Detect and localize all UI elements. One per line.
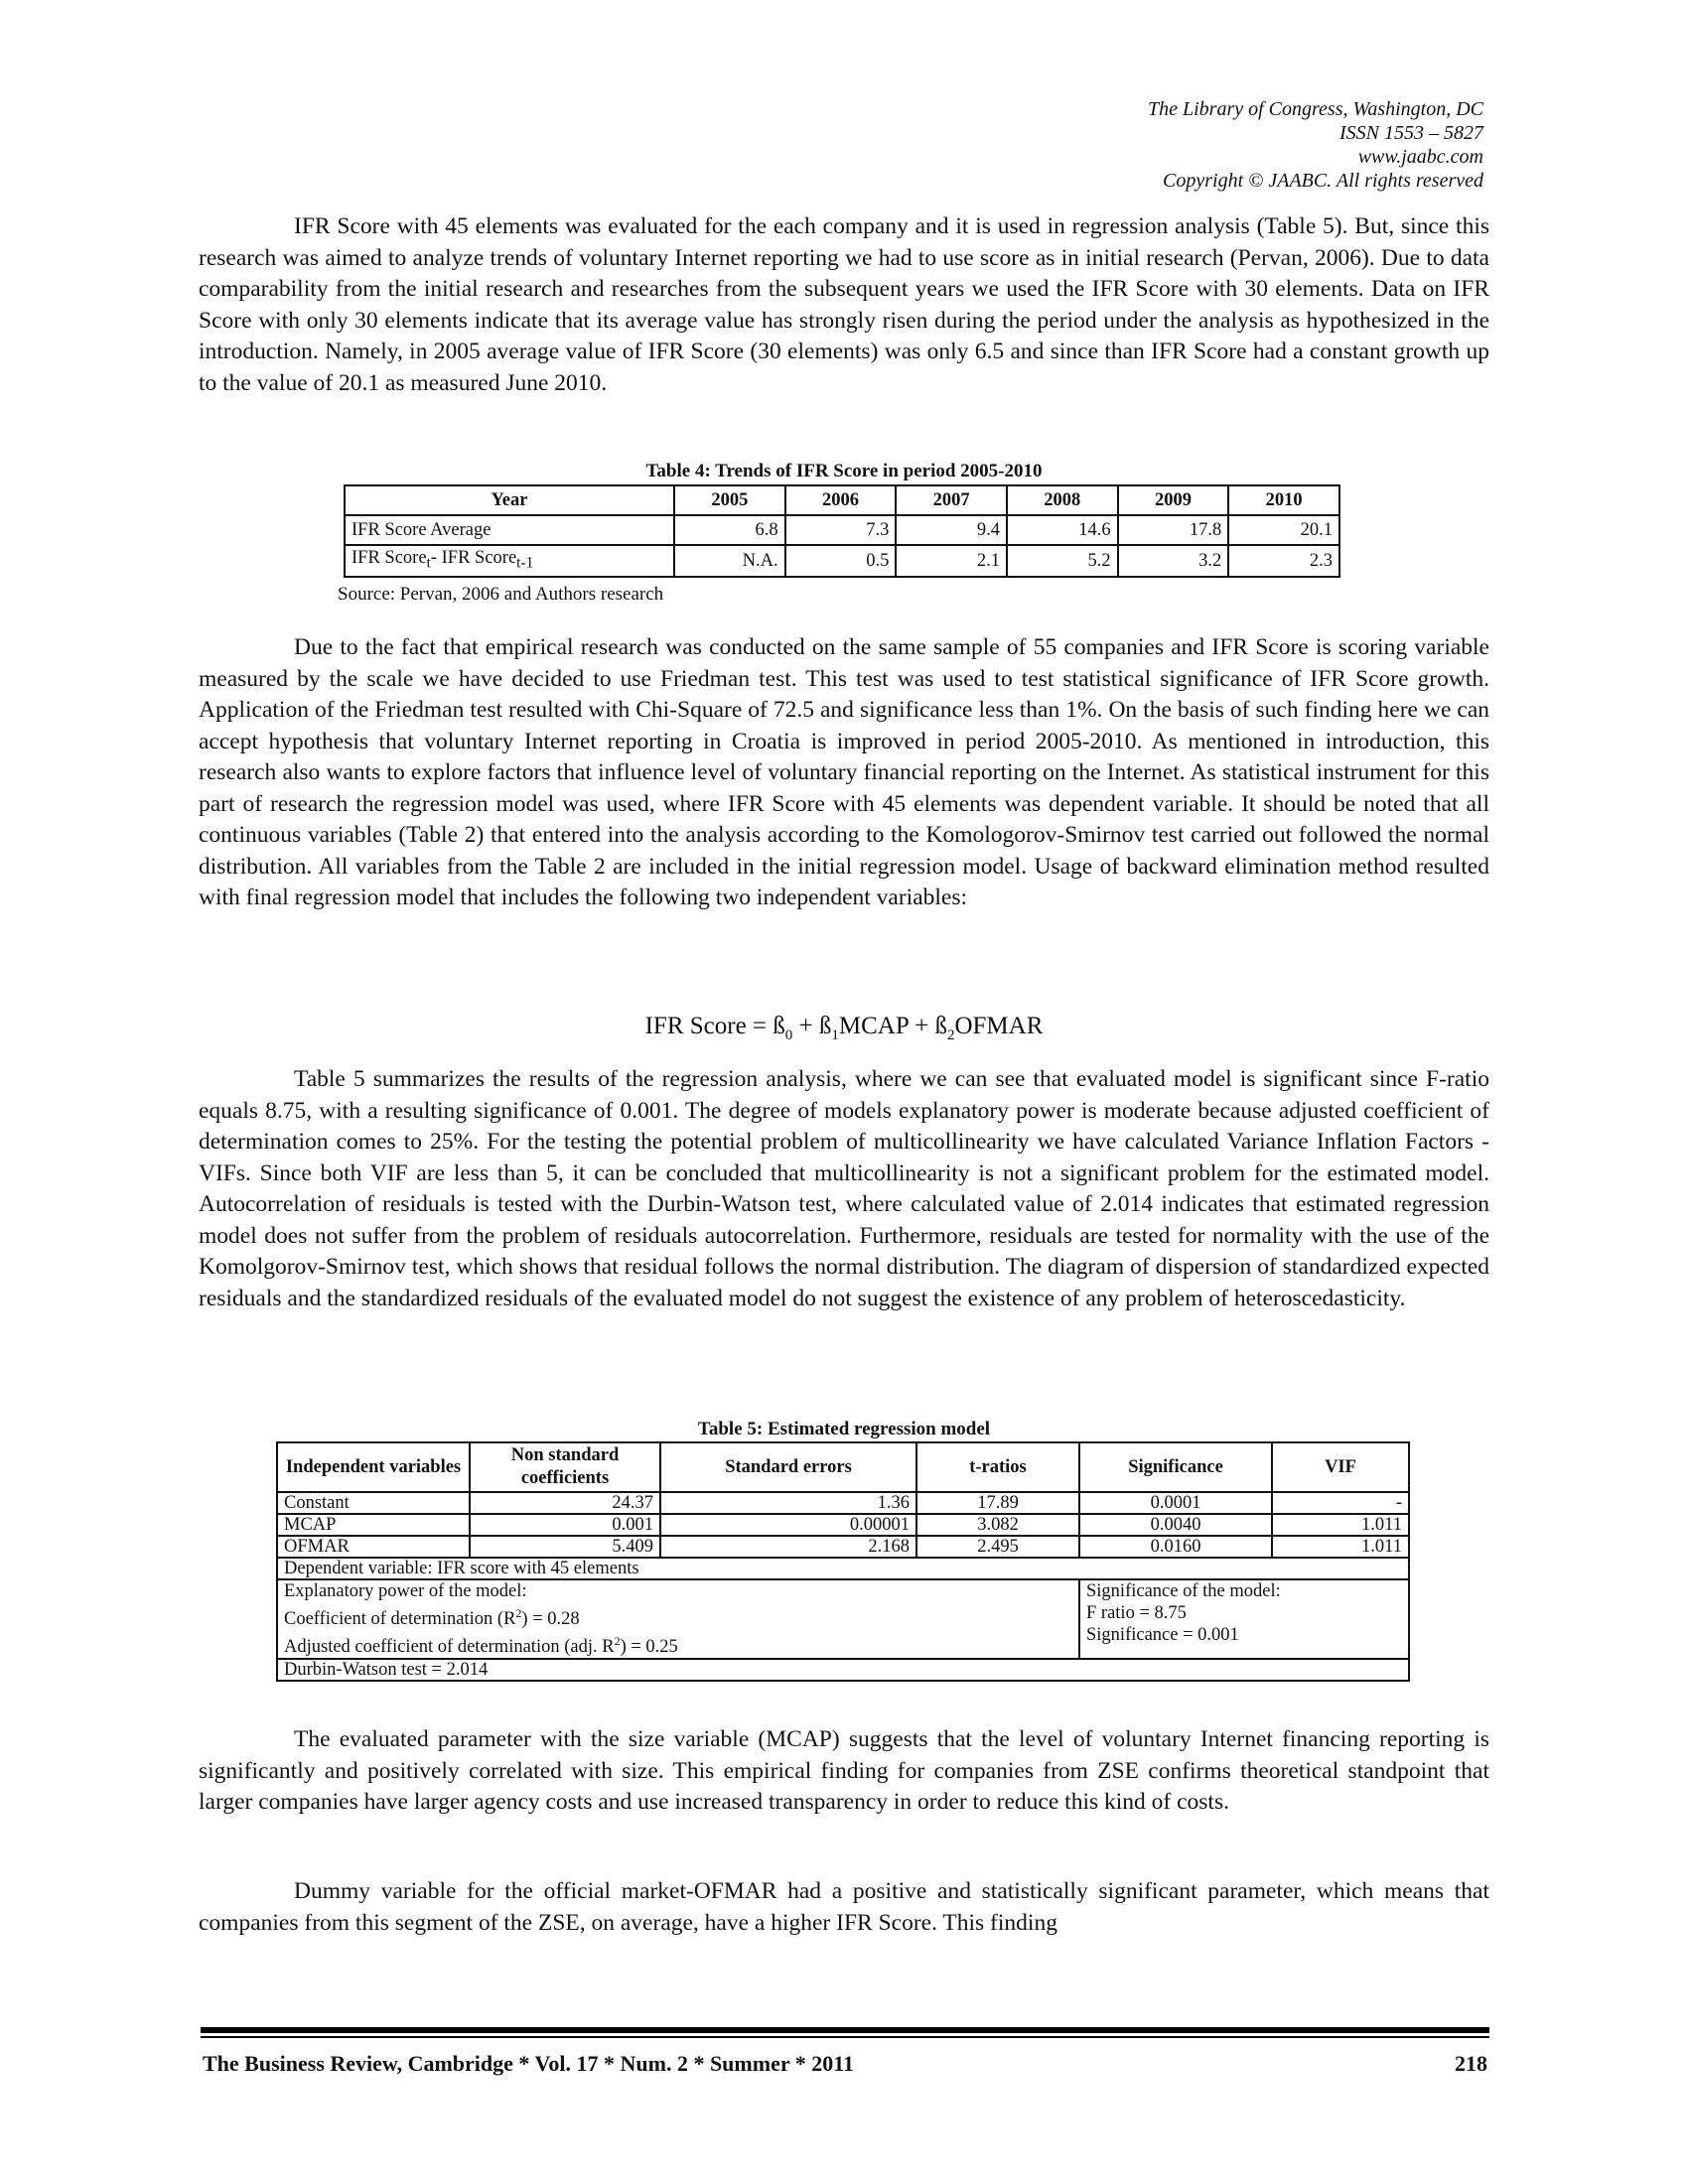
cell-subscript: t-1 (516, 554, 534, 572)
table-cell: 20.1 (1228, 515, 1339, 545)
table-cell: 3.2 (1118, 545, 1229, 577)
page-number: 218 (1455, 2051, 1487, 2076)
table-5 (276, 1441, 1410, 1682)
cell-text: ) = 0.28 (521, 1609, 580, 1630)
header-line-4: Copyright © JAABC. All rights reserved (1163, 170, 1483, 192)
table-cell: MCAP (277, 1514, 470, 1536)
table-cell: 9.4 (896, 515, 1007, 545)
paragraph-5-text: Dummy variable for the official market-OFMAR had a positive and statistically significant parameter, which means that companies from this segment of the ZSE, on average, have a higher IFR Score. This finding (199, 1878, 1489, 1936)
cell-text: Coefficient of determination (R (284, 1609, 516, 1630)
table-cell: 2.495 (916, 1536, 1079, 1558)
paragraph-2 (199, 632, 1489, 914)
adj-r2-line (284, 1630, 1072, 1658)
header-line-3: www.jaabc.com (1357, 146, 1483, 168)
running-footer (203, 2051, 1487, 2077)
table-cell: Significance (1079, 1442, 1272, 1492)
running-header (1148, 97, 1483, 193)
formula-subscript: 2 (946, 1027, 955, 1043)
table-cell: 5.2 (1007, 545, 1118, 577)
regression-formula (0, 1013, 1688, 1044)
table-cell: 2005 (674, 485, 785, 515)
dependent-variable-cell: Dependent variable: IFR score with 45 elements (277, 1558, 1409, 1579)
footer-rule-thick (201, 2027, 1489, 2033)
table-cell: Standard errors (660, 1442, 916, 1492)
table-row (345, 485, 1339, 515)
table-cell: 2009 (1118, 485, 1229, 515)
table-cell: 1.011 (1272, 1514, 1409, 1536)
table-cell: 6.8 (674, 515, 785, 545)
table-row (277, 1558, 1409, 1579)
footer-rule-thin (201, 2036, 1489, 2038)
table-cell: IFR Score Average (345, 515, 674, 545)
table-cell: VIF (1272, 1442, 1409, 1492)
table-row (277, 1536, 1409, 1558)
table-cell: Non standard coefficients (470, 1442, 660, 1492)
table-row (277, 1659, 1409, 1681)
formula-text: MCAP + ß (838, 1013, 947, 1039)
significance-line: Significance = 0.001 (1086, 1625, 1239, 1645)
table-cell: OFMAR (277, 1536, 470, 1558)
paragraph-4-text: The evaluated parameter with the size variable (MCAP) suggests that the level of voluntary Internet financing reporting is significantly and positively correlated with size. This empirical finding for companies from ZSE confirms theoretical standpoint that larger companies have larger agency costs and use increased transparency in order to reduce this kind of costs. (199, 1726, 1489, 1815)
cell-subscript: t (426, 554, 431, 572)
paragraph-3-text: Table 5 summarizes the results of the regression analysis, where we can see that evaluated model is significant since F-ratio equals 8.75, with a resulting significance of 0.001. The degree of models explanatory power is moderate because adjusted coefficient of determination comes to 25%. For the testing the potential problem of multicollinearity we have calculated Variance Inflation Factors - VIFs. Since both VIF are less than 5, it can be concluded that multicollinearity is not a significant problem for the estimated model. Autocorrelation of residuals is tested with the Durbin-Watson test, where calculated value of 2.014 indicates that estimated regression model does not suffer from the problem of residuals autocorrelation. Furthermore, residuals are tested for normality with the use of the Komolgorov-Smirnov test, which shows that residual follows the normal distribution. The diagram of dispersion of standardized expected residuals and the standardized residuals of the evaluated model do not suggest the existence of any problem of heteroscedasticity. (199, 1066, 1489, 1311)
cell-text: Adjusted coefficient of determination (adj. R (284, 1637, 615, 1658)
table-cell: - (1272, 1492, 1409, 1514)
paragraph-3 (199, 1064, 1489, 1314)
table-cell: 2.1 (896, 545, 1007, 577)
table-cell: 0.001 (470, 1514, 660, 1536)
table-cell: 2007 (896, 485, 1007, 515)
cell-text: IFR Score (352, 548, 427, 568)
f-ratio-line: F ratio = 8.75 (1086, 1603, 1187, 1623)
paragraph-2-text: Due to the fact that empirical research was conducted on the same sample of 55 companies and IFR Score is scoring variable measured by the scale we have decided to use Friedman test. This test was used to test statistical significance of IFR Score growth. Application of the Friedman test resulted with Chi-Square of 72.5 and significance less than 1%. On the basis of such finding here we can accept hypothesis that voluntary Internet reporting in Croatia is improved in period 2005-2010. As mentioned in introduction, this research also wants to explore factors that influence level of voluntary financial reporting on the Internet. As statistical instrument for this part of research the regression model was used, where IFR Score with 45 elements was dependent variable. It should be noted that all continuous variables (Table 2) that entered into the analysis according to the Komologorov-Smirnov test carried out followed the normal distribution. All variables from the Table 2 are included in the initial regression model. Usage of backward elimination method resulted with final regression model that includes the following two independent variables: (199, 634, 1489, 910)
explanatory-power-cell (277, 1579, 1079, 1659)
table-cell: 5.409 (470, 1536, 660, 1558)
formula-text: + ß (792, 1013, 832, 1039)
table-cell: t-ratios (916, 1442, 1079, 1492)
explanatory-title: Explanatory power of the model: (284, 1581, 527, 1601)
table-5-caption: Table 5: Estimated regression model (697, 1419, 991, 1439)
table-cell: 17.8 (1118, 515, 1229, 545)
formula-text: OFMAR (954, 1013, 1044, 1039)
table-4-caption: Table 4: Trends of IFR Score in period 2005-2010 (645, 461, 1043, 481)
table-cell: 0.00001 (660, 1514, 916, 1536)
table-cell: 0.0160 (1079, 1536, 1272, 1558)
table-cell: 2010 (1228, 485, 1339, 515)
table-row (277, 1579, 1409, 1659)
table-cell: 17.89 (916, 1492, 1079, 1514)
table-cell: 0.5 (785, 545, 897, 577)
formula-subscript: 1 (831, 1027, 839, 1043)
table-cell: 0.0040 (1079, 1514, 1272, 1536)
cell-superscript: 2 (614, 1634, 621, 1649)
header-line-1: The Library of Congress, Washington, DC (1147, 98, 1483, 120)
significance-cell (1079, 1579, 1409, 1659)
table-row (277, 1492, 1409, 1514)
table-cell: N.A. (674, 545, 785, 577)
journal-citation: The Business Review, Cambridge * Vol. 17 * Num. 2 * Summer * 2011 (203, 2051, 854, 2076)
durbin-watson-cell: Durbin-Watson test = 2.014 (277, 1659, 1409, 1681)
table-cell: 2.168 (660, 1536, 916, 1558)
significance-title: Significance of the model: (1086, 1581, 1281, 1601)
table-cell (345, 545, 674, 577)
table-cell: 1.011 (1272, 1536, 1409, 1558)
table-cell: 2008 (1007, 485, 1118, 515)
table-4-source: Source: Pervan, 2006 and Authors research (338, 584, 664, 605)
table-cell: Independent variables (277, 1442, 470, 1492)
table-row (277, 1442, 1409, 1492)
paragraph-1 (199, 211, 1489, 399)
table-row (345, 545, 1339, 577)
paragraph-1-text: IFR Score with 45 elements was evaluated for the each company and it is used in regression analysis (Table 5). But, since this research was aimed to analyze trends of voluntary Internet reporting we had to use score as in initial research (Pervan, 2006). Due to data comparability from the initial research and researches from the subsequent years we used the IFR Score with 30 elements. Data on IFR Score with only 30 elements indicate that its average value has strongly risen during the period under the analysis as hypothesized in the introduction. Namely, in 2005 average value of IFR Score (30 elements) was only 6.5 and since than IFR Score had a constant growth up to the value of 20.1 as measured June 2010. (199, 213, 1489, 396)
table-cell: 0.0001 (1079, 1492, 1272, 1514)
table-cell: 1.36 (660, 1492, 916, 1514)
table-cell: Year (345, 485, 674, 515)
table-cell: 7.3 (785, 515, 897, 545)
table-cell: 2006 (785, 485, 897, 515)
cell-text: ) = 0.25 (620, 1637, 678, 1658)
cell-text: - IFR Score (430, 548, 517, 568)
table-4 (344, 484, 1340, 578)
table-cell: 2.3 (1228, 545, 1339, 577)
paragraph-5 (199, 1876, 1489, 1939)
table-row (345, 515, 1339, 545)
cell-superscript: 2 (515, 1606, 522, 1620)
table-cell: 3.082 (916, 1514, 1079, 1536)
r2-line (284, 1602, 1072, 1630)
paragraph-4 (199, 1724, 1489, 1819)
table-cell: 24.37 (470, 1492, 660, 1514)
formula-subscript: 0 (784, 1027, 793, 1043)
header-line-2: ISSN 1553 – 5827 (1339, 122, 1483, 144)
formula-text: IFR Score = ß (644, 1013, 785, 1039)
table-cell: 14.6 (1007, 515, 1118, 545)
table-cell: Constant (277, 1492, 470, 1514)
table-row (277, 1514, 1409, 1536)
